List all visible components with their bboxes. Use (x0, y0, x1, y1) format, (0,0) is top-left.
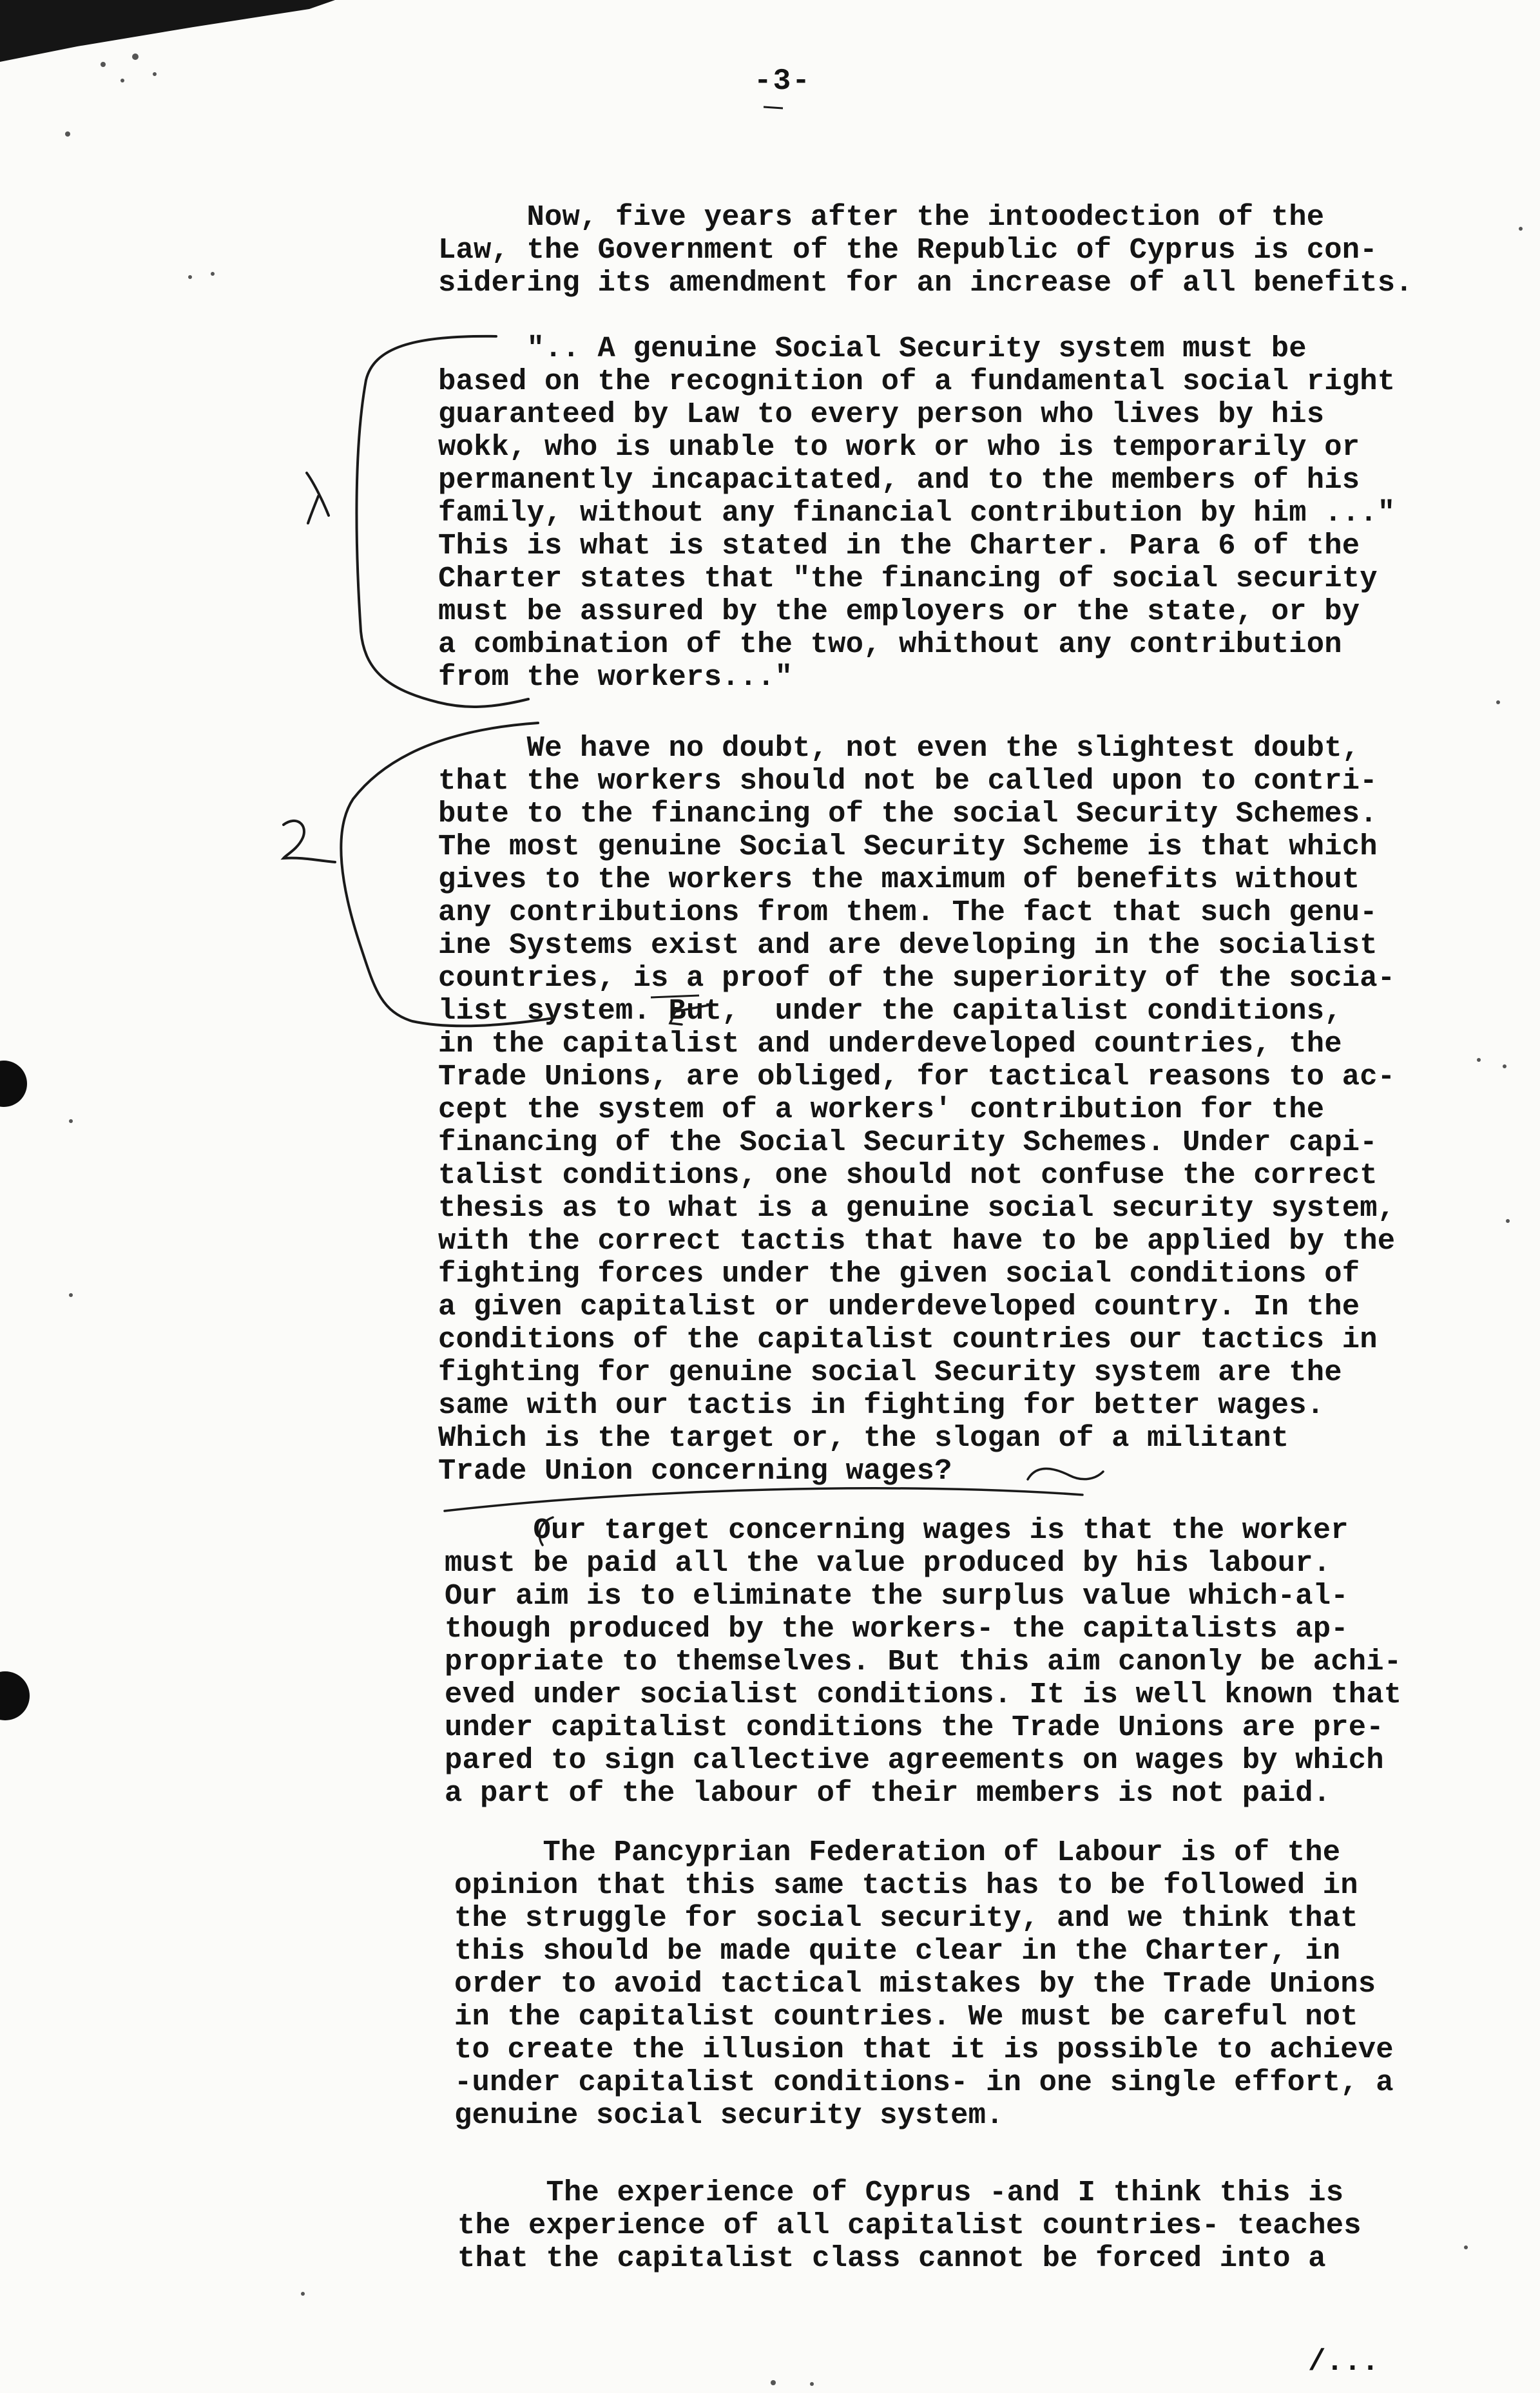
continuation-mark: /... (1308, 2345, 1380, 2379)
margin-number-1-glyph (307, 473, 329, 523)
text-line: fighting for genuine social Security system are the (438, 1356, 1342, 1389)
text-line: fighting forces under the given social conditions of (438, 1257, 1360, 1291)
text-line: any contributions from them. The fact that such genu- (438, 896, 1378, 929)
text-line: thesis as to what is a genuine social security system, (438, 1191, 1396, 1225)
text-line: though produced by the workers- the capitalists ap- (445, 1612, 1349, 1646)
margin-number-2 (0, 0, 1, 1)
text-line: same with our tactis in fighting for better wages. (438, 1389, 1325, 1422)
text-line: The Pancyprian Federation of Labour is of the (454, 1836, 1341, 1869)
text-line: Charter states that "the financing of social security (438, 562, 1378, 595)
text-line: in the capitalist countries. We must be careful not (454, 2000, 1358, 2033)
binder-hole-top (0, 1061, 27, 1107)
text-line: permanently incapacitated, and to the members of his (438, 463, 1360, 497)
text-line: cept the system of a workers' contribution for the (438, 1093, 1325, 1126)
text-line: wokk, who is unable to work or who is temporarily or (438, 430, 1360, 464)
text-line: eved under socialist conditions. It is well known that (445, 1678, 1402, 1711)
text-line: Law, the Government of the Republic of Cyprus is con- (438, 233, 1378, 267)
text-line: the experience of all capitalist countries- teaches (457, 2209, 1362, 2242)
text-line: that the capitalist class cannot be forced into a (457, 2242, 1326, 2275)
text-line: genuine social security system. (454, 2099, 1004, 2132)
text-line: bute to the financing of the social Security Schemes. (438, 797, 1378, 831)
text-line: in the capitalist and underdeveloped countries, the (438, 1027, 1342, 1061)
text-line: sidering its amendment for an increase of all benefits. (438, 266, 1413, 300)
paragraph-1 (438, 201, 1413, 300)
text-line: the struggle for social security, and we think that (454, 1901, 1358, 1935)
text-line: We have no doubt, not even the slightest doubt, (438, 731, 1360, 765)
scan-edge-shadow (0, 0, 335, 62)
text-line: based on the recognition of a fundamental social right (438, 365, 1396, 398)
text-line: Trade Union concerning wages? (438, 1454, 952, 1488)
paragraph-2 (438, 332, 1395, 694)
margin-number-2-glyph (284, 821, 335, 862)
text-line: countries, is a proof of the superiority of the socia- (438, 961, 1396, 995)
text-line: Which is the target or, the slogan of a militant (438, 1421, 1289, 1455)
text-line: under capitalist conditions the Trade Unions are pre- (445, 1711, 1384, 1744)
page-number: -3- (754, 64, 811, 98)
text-line: financing of the Social Security Schemes. Under capi- (438, 1126, 1378, 1159)
text-line: must be assured by the employers or the state, or by (438, 595, 1360, 628)
text-line: conditions of the capitalist countries our tactics in (438, 1323, 1378, 1356)
binder-hole-bottom (0, 1671, 30, 1720)
text-line: this should be made quite clear in the Charter, in (454, 1934, 1341, 1968)
text-line: Our target concerning wages is that the worker (445, 1514, 1349, 1547)
paragraph-5 (454, 1836, 1394, 2132)
text-line: a part of the labour of their members is not paid. (445, 1776, 1331, 1810)
text-line: family, without any financial contribution by him ..." (438, 496, 1396, 530)
text-line: gives to the workers the maximum of benefits without (438, 863, 1360, 896)
text-line: -under capitalist conditions- in one single effort, a (454, 2066, 1394, 2099)
text-line: pared to sign callective agreements on wages by which (445, 1744, 1384, 1777)
paragraph-4 (445, 1514, 1401, 1810)
text-line: that the workers should not be called upon to contri- (438, 764, 1378, 798)
text-line: propriate to themselves. But this aim canonly be achi- (445, 1645, 1402, 1678)
margin-number-1 (0, 0, 1, 1)
text-line: Trade Unions, are obliged, for tactical reasons to ac- (438, 1060, 1396, 1093)
text-line: ".. A genuine Social Security system must be (438, 332, 1307, 365)
paragraph-6 (457, 2177, 1362, 2275)
separator-line (445, 1488, 1083, 1511)
text-line: talist conditions, one should not confuse the correct (438, 1158, 1378, 1192)
text-line: The most genuine Social Security Scheme is that which (438, 830, 1378, 863)
text-line: guaranteed by Law to every person who lives by his (438, 398, 1325, 431)
text-line: list system. But, under the capitalist conditions, (438, 994, 1342, 1028)
text-line: to create the illusion that it is possible to achieve (454, 2033, 1394, 2066)
text-line: opinion that this same tactis has to be followed in (454, 1869, 1358, 1902)
text-line: a given capitalist or underdeveloped country. In the (438, 1290, 1360, 1323)
text-line: Our aim is to eliminate the surplus value which-al- (445, 1579, 1349, 1613)
text-line: from the workers..." (438, 660, 793, 694)
text-line: The experience of Cyprus -and I think this is (457, 2176, 1344, 2209)
paragraph-3 (438, 732, 1395, 1488)
text-line: ine Systems exist and are developing in the socialist (438, 928, 1378, 962)
text-line: This is what is stated in the Charter. Para 6 of the (438, 529, 1360, 562)
text-line: must be paid all the value produced by his labour. (445, 1546, 1331, 1580)
text-line: order to avoid tactical mistakes by the Trade Unions (454, 1967, 1376, 2001)
text-line: Now, five years after the intoodection of the (438, 200, 1325, 234)
text-line: with the correct tactis that have to be applied by the (438, 1224, 1396, 1258)
text-line: a combination of the two, whithout any contribution (438, 628, 1342, 661)
page-tick (764, 107, 783, 108)
